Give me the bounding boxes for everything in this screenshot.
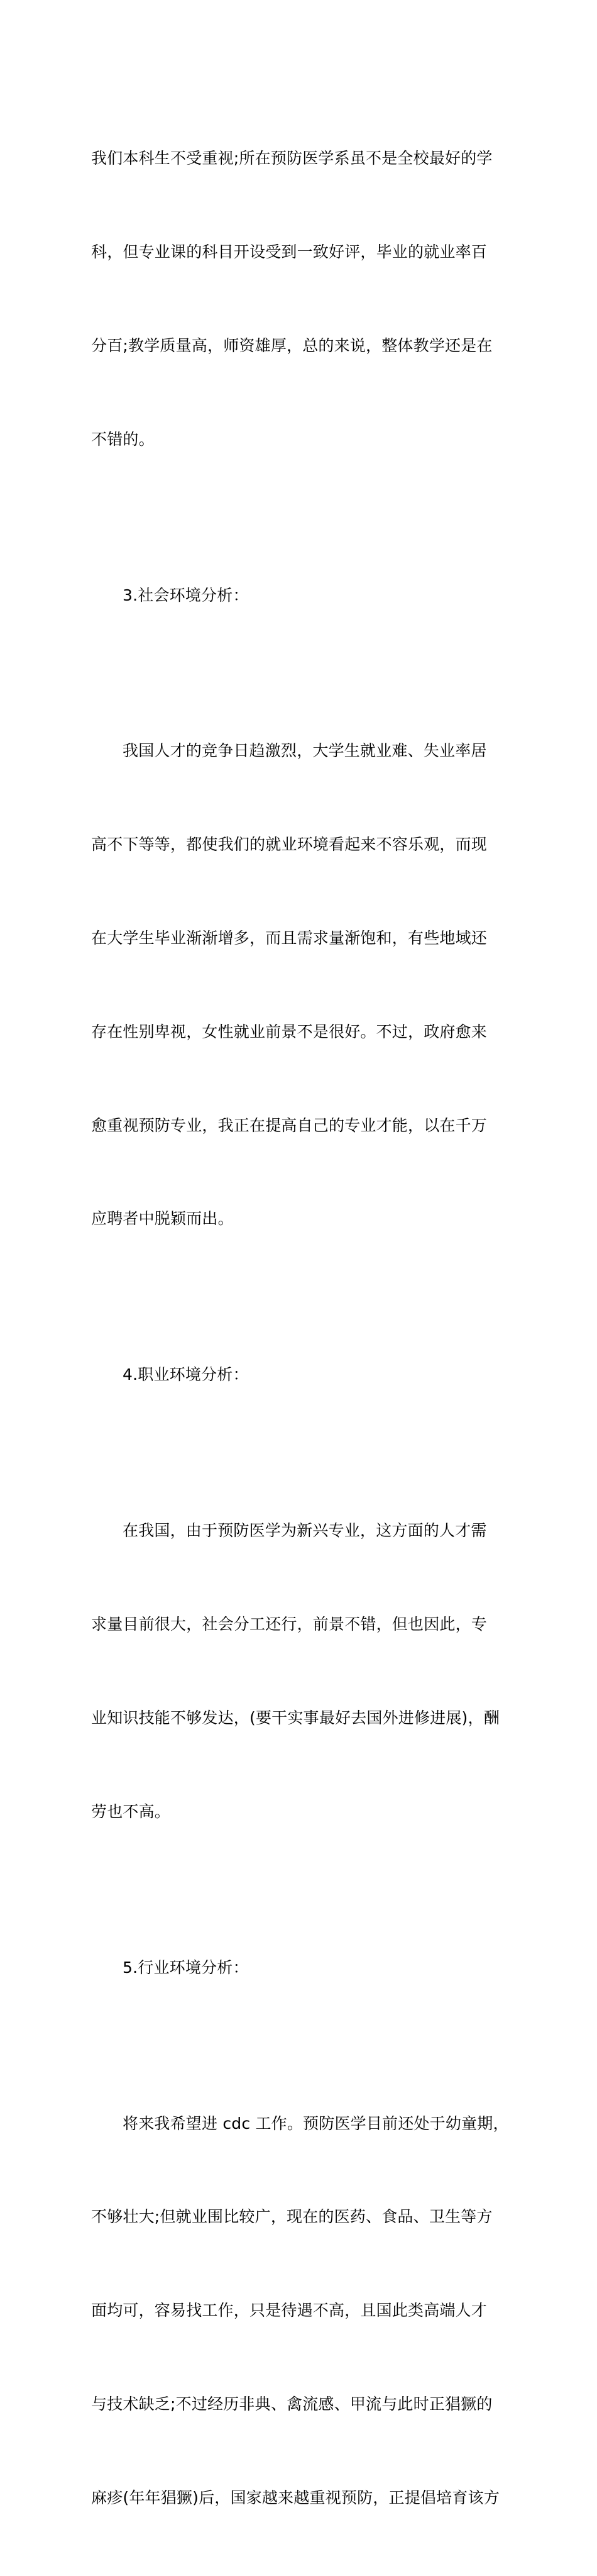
text-line: 我们本科生不受重视;所在预防医学系虽不是全校最好的学 — [91, 149, 493, 168]
section-heading: 4.职业环境分析： — [123, 1365, 249, 1384]
text-line: 愈重视预防专业，我正在提高自己的专业才能，以在千万 — [91, 1116, 488, 1135]
text-line: 业知识技能不够发达，(要干实事最好去国外进修进展)，酬 — [91, 1708, 500, 1727]
text-line: 不够壮大;但就业围比较广，现在的医药、食品、卫生等方 — [91, 2207, 493, 2226]
text-line: 劳也不高。 — [91, 1802, 171, 1821]
paragraph-career-environment — [91, 1453, 509, 1889]
section-heading: 3.社会环境分析： — [123, 586, 249, 604]
text-line: 我国人才的竞争日趋激烈，大学生就业难、失业率居 — [123, 741, 487, 760]
section-heading: 5.行业环境分析： — [123, 1958, 249, 1977]
text-line: 在大学生毕业渐渐增多，而且需求量渐饱和，有些地域还 — [91, 929, 488, 948]
heading-career-environment — [91, 1297, 509, 1453]
text-line: 麻疹(年年猖獗)后，国家越来越重视预防，正提倡培育该方 — [91, 2488, 500, 2507]
text-line: 高不下等等，都使我们的就业环境看起来不容乐观，而现 — [91, 835, 488, 854]
text-line: 与技术缺乏;不过经历非典、禽流感、甲流与此时正猖獗的 — [91, 2394, 493, 2413]
text-line: 将来我希望进 cdc 工作。预防医学目前还处于幼童期， — [123, 2114, 509, 2133]
text-line: 不错的。 — [91, 430, 155, 448]
heading-social-environment — [91, 517, 509, 673]
text-line: 科，但专业课的科目开设受到一致好评，毕业的就业率百 — [91, 242, 488, 261]
text-line: 存在性别卑视，女性就业前景不是很好。不过，政府愈来 — [91, 1022, 488, 1041]
paragraph-teaching-conditions — [91, 80, 509, 517]
paragraph-industry-environment — [91, 2045, 509, 2575]
text-line: 求量目前很大，社会分工还行，前景不错，但也因此，专 — [91, 1615, 488, 1634]
heading-industry-environment — [91, 1889, 509, 2045]
text-line: 在我国，由于预防医学为新兴专业，这方面的人才需 — [123, 1521, 487, 1540]
document-body — [91, 80, 509, 2576]
text-line: 面均可，容易找工作，只是待遇不高，且国此类高端人才 — [91, 2301, 488, 2320]
text-line: 应聘者中脱颖而出。 — [91, 1209, 234, 1228]
text-line: 分百;教学质量高，师资雄厚，总的来说，整体教学还是在 — [91, 336, 493, 355]
paragraph-social-environment — [91, 673, 509, 1297]
